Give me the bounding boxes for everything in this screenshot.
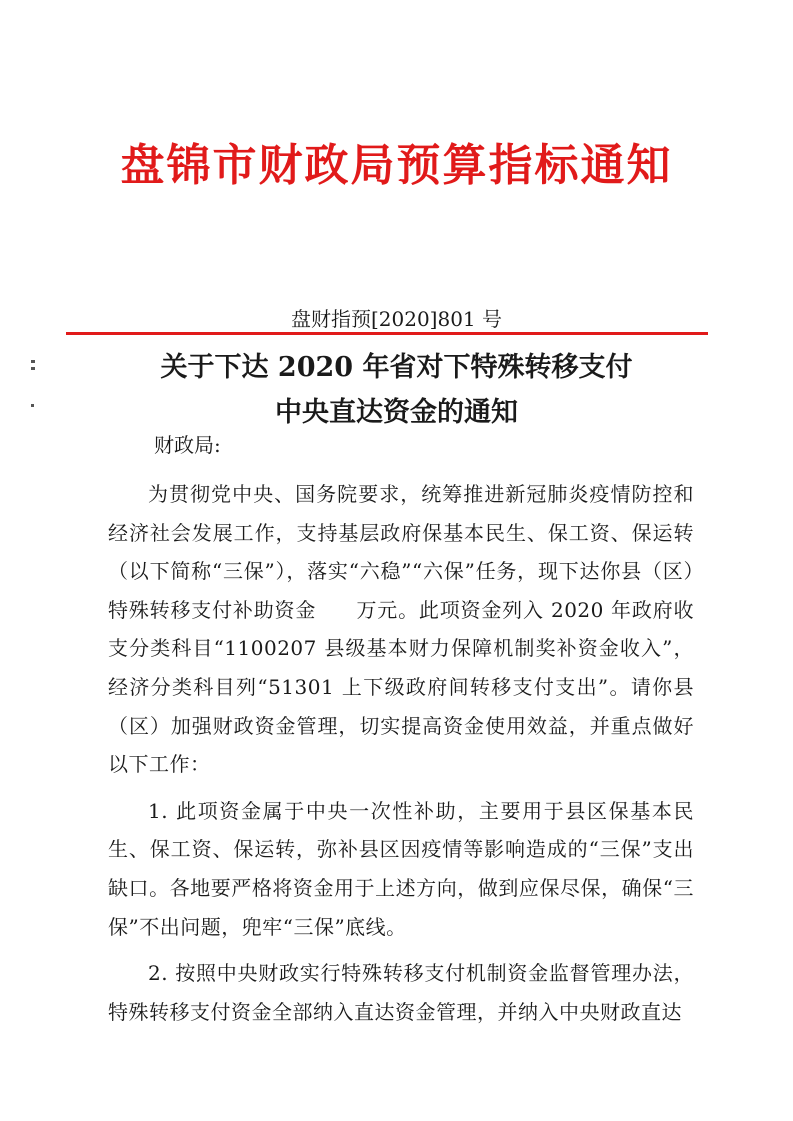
paragraph-text: 为贯彻党中央、国务院要求，统筹推进新冠肺炎疫情防控和经济社会发展工作，支持基层政府保基本民生、保工资、保运转（以下简称“三保”），落实“六稳”“六保”任务，现下达你县（区）特殊转移支付补助资金 (108, 482, 694, 622)
notice-title-line-2: 中央直达资金的通知 (275, 397, 518, 428)
body-paragraph (108, 475, 694, 784)
paragraph-text: 万元。此项资金列入 2020 年政府收支分类科目“1100207 县级基本财力保障机制奖补资金收入”，经济分类科目列“51301 上下级政府间转移支付支出”。请你县（区）加强财政资金管理，切实提高资金使用效益，并重点做好以下工作： (108, 597, 694, 777)
notice-title-line-1: 关于下达 2020 年省对下特殊转移支付 (160, 352, 633, 383)
addressee: 财政局: (154, 433, 221, 457)
notice-body (108, 475, 694, 1039)
list-item: 1. 此项资金属于中央一次性补助，主要用于县区保基本民生、保工资、保运转，弥补县区因疫情等影响造成的“三保”支出缺口。各地要严格将资金用于上述方向，做到应保尽保，确保“三保”不出问题，兜牢“三保”底线。 (108, 798, 694, 939)
notice-title (0, 345, 793, 435)
red-separator-line (66, 332, 708, 335)
list-item: 2. 按照中央财政实行特殊转移支付机制资金监督管理办法，特殊转移支付资金全部纳入直达资金管理，并纳入中央财政直达 (108, 961, 694, 1024)
document-header-title: 盘锦市财政局预算指标通知 (120, 140, 673, 191)
document-number: 盘财指预[2020]801 号 (290, 307, 503, 331)
